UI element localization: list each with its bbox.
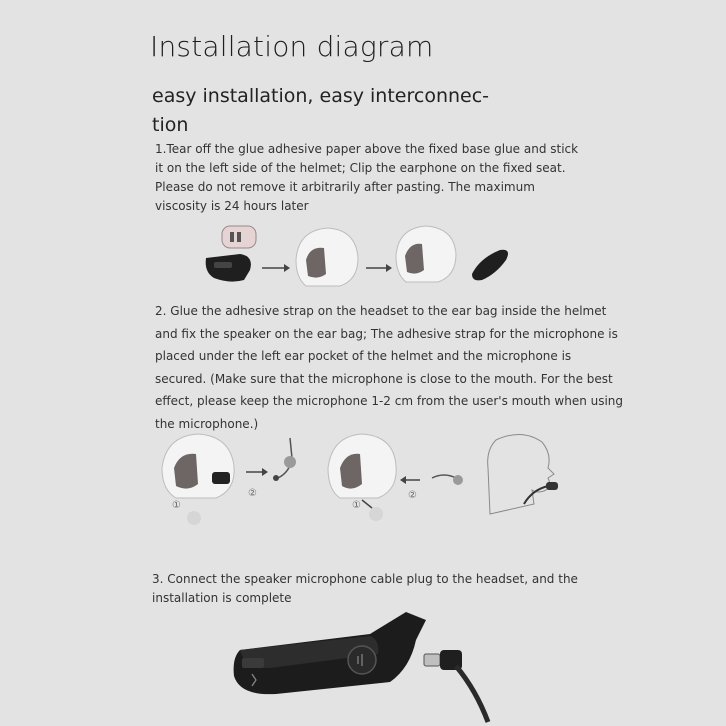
arrow-right-icon: [366, 264, 392, 272]
helmet-icon: [396, 226, 456, 282]
marker-one: ①: [352, 500, 361, 511]
step-1-illustration: [200, 218, 530, 298]
head-profile-icon: [488, 434, 558, 514]
page-subtitle: easy installation, easy interconnec-tion: [152, 85, 490, 136]
arrow-left-icon: [400, 476, 420, 484]
arrow-right-icon: [246, 468, 268, 476]
marker-two: ②: [408, 490, 417, 501]
step-3-text: 3. Connect the speaker microphone cable plug to the headset, and the installation is complete: [152, 572, 578, 605]
speaker-pad-icon: [187, 511, 201, 525]
helmet-icon: [328, 434, 396, 498]
headset-device-icon: [234, 612, 426, 694]
step-2-text: 2. Glue the adhesive strap on the headset to the ear bag inside the helmet and fix the speaker on the ear bag; The adhesive strap for the microphone is placed under the left ear pocket of the helmet and the microphone is secured. (Make sure that the microphone is close to the mouth. For the best effect, please keep the microphone 1-2 cm from the user's mouth when using the microphone.): [155, 304, 624, 431]
microphone-cable-icon: [432, 475, 463, 485]
adhesive-base-icon: [222, 226, 256, 248]
page-title: Installation diagram: [150, 30, 434, 63]
headset-device-icon: [472, 250, 508, 281]
microphone-cable-icon: [273, 438, 296, 481]
marker-two: ②: [248, 488, 257, 499]
cable-plug-icon: [424, 650, 488, 722]
helmet-icon: [162, 434, 234, 498]
speaker-pad-icon: [369, 507, 383, 521]
arrow-right-icon: [262, 264, 290, 272]
step-2-illustration: [150, 428, 580, 528]
step-3-illustration: [230, 610, 520, 726]
headset-device-icon: [206, 254, 251, 282]
marker-one: ①: [172, 500, 181, 511]
step-1-text: 1.Tear off the glue adhesive paper above the fixed base glue and stick it on the left side of the helmet; Clip the earphone on the fixed seat. Please do not remove it arbitrarily after pasting. The maximum viscosity is 24 hours later: [155, 142, 579, 213]
helmet-icon: [296, 228, 358, 286]
